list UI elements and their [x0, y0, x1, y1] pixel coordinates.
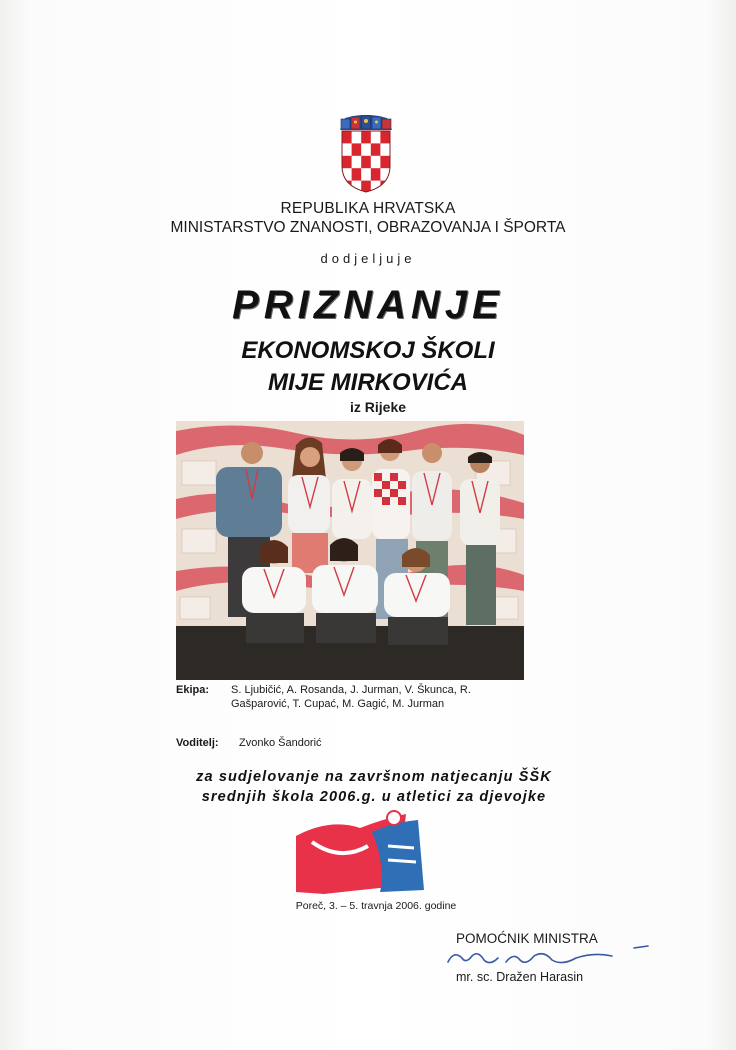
logo-ball: [387, 811, 401, 825]
place-date: Poreč, 3. – 5. travnja 2006. godine: [295, 900, 457, 912]
school-name-line2: MIJE MIRKOVIĆA: [267, 369, 468, 396]
school-place: iz Rijeke: [349, 399, 407, 415]
team-members: S. Ljubičić, A. Rosanda, J. Jurman, V. Škunca, R. Gašparović, T. Cupać, M. Gagić, M. Jurman: [231, 684, 471, 710]
school-sports-logo-icon: [290, 806, 430, 896]
certificate-title: PRIZNANJE: [232, 283, 504, 327]
awards-text: dodjeljuje: [320, 251, 416, 266]
coat-crown: [340, 115, 392, 130]
reason-line1: za sudjelovanje na završnom natjecanju ŠŠK: [196, 769, 552, 785]
reason-line2: srednjih škola 2006.g. u atletici za djevojke: [201, 789, 547, 805]
coach-label: Voditelj:: [176, 737, 219, 749]
republic-name: REPUBLIKA HRVATSKA: [280, 200, 456, 217]
signatory-title: POMOĆNIK MINISTRA: [456, 931, 598, 946]
coach-name: Zvonko Šandorić: [239, 737, 322, 749]
team-photo-image: [176, 421, 524, 680]
coat-of-arms-icon: [336, 114, 396, 194]
signatory-name: mr. sc. Dražen Harasin: [456, 970, 584, 984]
signature-icon: [444, 942, 654, 972]
team-photo: [176, 421, 524, 680]
team-label: Ekipa:: [176, 684, 210, 696]
school-name-line1: EKONOMSKOJ ŠKOLI: [241, 337, 495, 364]
ministry-name: MINISTARSTVO ZNANOSTI, OBRAZOVANJA I ŠPORTA: [170, 219, 566, 236]
